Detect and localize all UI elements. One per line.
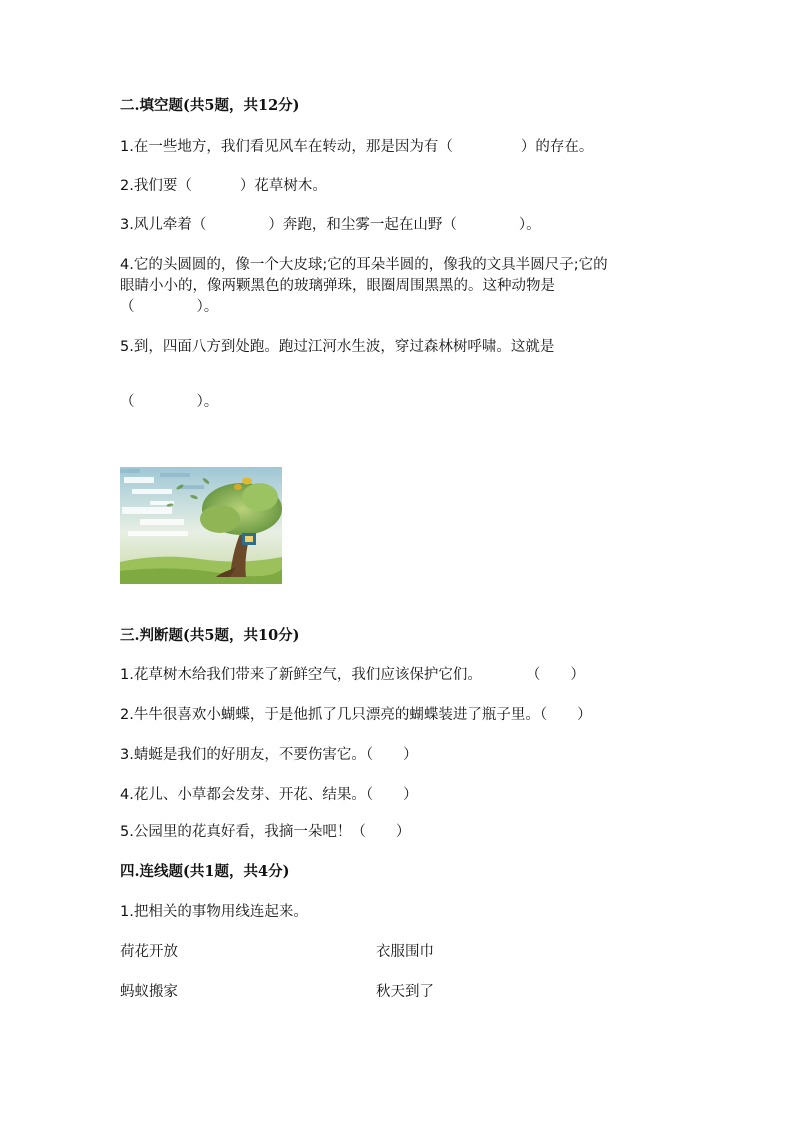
- q2-text-after: ）花草树木。: [239, 178, 327, 194]
- matching-question-1: 1.把相关的事物用线连起来。: [120, 904, 308, 920]
- tree-with-birds-illustration: [120, 467, 282, 584]
- q1-text-before: 1.在一些地方，我们看见风车在转动，那是因为有（: [120, 139, 453, 155]
- q2-text-before: 2.我们要（: [120, 178, 192, 194]
- fill-question-4-line-2: 眼睛小小的，像两颗黑色的玻璃弹珠，眼圈周围黑黑的。这种动物是: [120, 278, 555, 294]
- q1-text-after: ）的存在。: [520, 139, 594, 155]
- q3-text-before: 3.风儿牵着（: [120, 217, 207, 233]
- section-2-heading: 二.填空题(共5题，共12分): [120, 97, 300, 114]
- match-right-item[interactable]: 衣服围巾: [376, 944, 434, 960]
- open-paren: （: [120, 394, 135, 410]
- close-paren: ）: [403, 787, 418, 803]
- judge-question-text: 5.公园里的花真好看，我摘一朵吧！: [120, 824, 352, 840]
- match-right-item[interactable]: 秋天到了: [376, 984, 434, 1000]
- judge-question-text: 3.蜻蜓是我们的好朋友，不要伤害它。: [120, 747, 366, 763]
- fill-question-4-line-1: 4.它的头圆圆的，像一个大皮球;它的耳朵半圆的，像我的文具半圆尺子;它的: [120, 257, 608, 273]
- fill-question-3: [120, 215, 541, 235]
- q3-text-middle: ）奔跑，和尘雾一起在山野（: [268, 217, 457, 233]
- open-paren: （: [539, 707, 548, 723]
- open-paren: （: [365, 747, 374, 763]
- open-paren: （: [351, 824, 366, 840]
- close-paren: ）: [577, 707, 592, 723]
- close-paren: ）: [570, 667, 585, 683]
- judge-question-1: [120, 665, 585, 685]
- fill-question-5-answer: [120, 392, 218, 412]
- section-3-heading: 三.判断题(共5题，共10分): [120, 627, 300, 644]
- judge-question-text: 1.花草树木给我们带来了新鲜空气，我们应该保护它们。: [120, 667, 482, 683]
- judge-question-4: [120, 785, 418, 805]
- open-paren: （: [120, 299, 135, 315]
- close-paren: ）: [395, 824, 411, 840]
- close-paren: ）。: [196, 299, 219, 315]
- judge-question-5: [120, 822, 410, 842]
- judge-question-text: 4.花儿、小草都会发芽、开花、结果。: [120, 787, 366, 803]
- open-paren: （: [365, 787, 374, 803]
- judge-question-text: 2.牛牛很喜欢小蝴蝶，于是他抓了几只漂亮的蝴蝶装进了瓶子里。: [120, 707, 540, 723]
- section-4-heading: 四.连线题(共1题，共4分): [120, 863, 290, 880]
- match-left-item[interactable]: 荷花开放: [120, 944, 178, 960]
- fill-question-4-answer: [120, 297, 218, 317]
- close-paren: ）: [403, 747, 418, 763]
- judge-question-2: [120, 705, 592, 725]
- tree-illustration-svg: [120, 467, 282, 584]
- q3-text-after: ）。: [518, 217, 541, 233]
- fill-question-1: [120, 137, 593, 157]
- close-paren: ）。: [196, 394, 219, 410]
- fill-question-2: [120, 176, 327, 196]
- judge-question-3: [120, 745, 418, 765]
- open-paren: （: [525, 667, 541, 683]
- fill-question-5: 5.到，四面八方到处跑。跑过江河水生波，穿过森林树呼啸。这就是: [120, 339, 555, 355]
- match-left-item[interactable]: 蚂蚁搬家: [120, 984, 178, 1000]
